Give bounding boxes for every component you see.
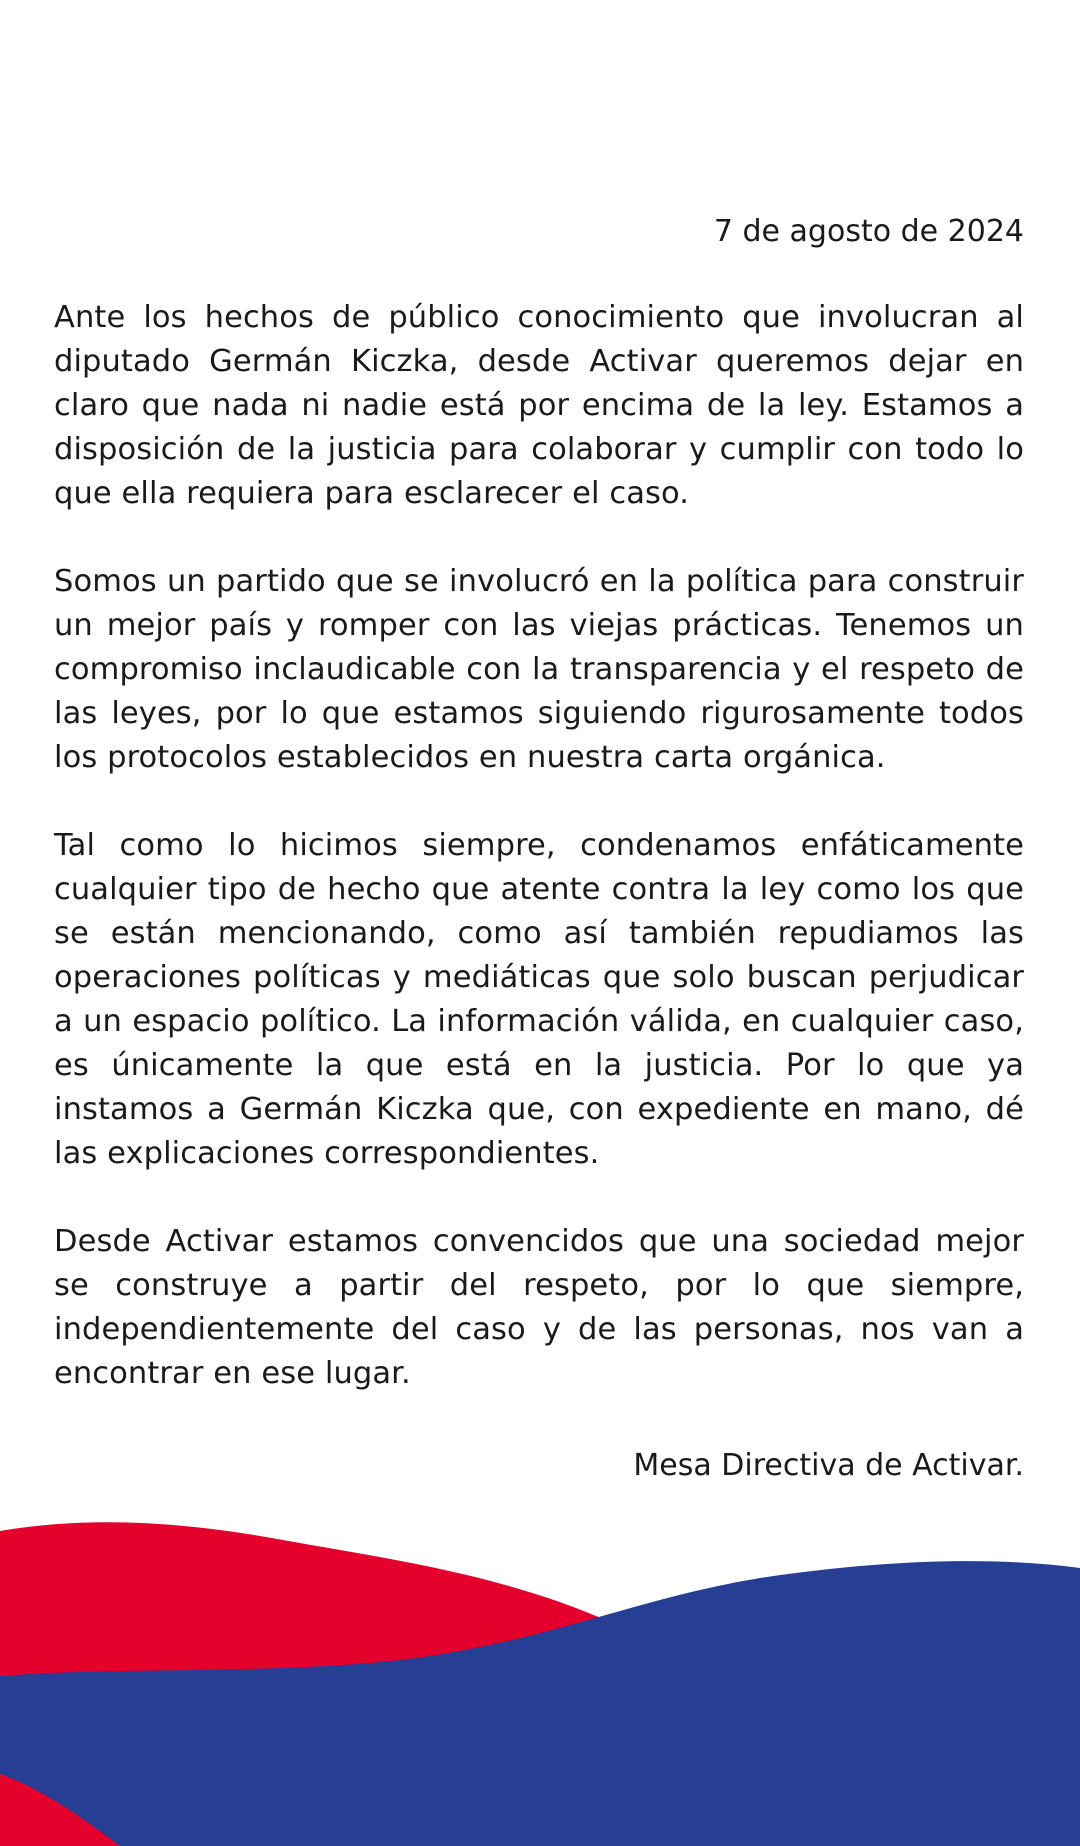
statement-paragraph-2: Somos un partido que se involucró en la política para construir un mejor país y romper con las viejas prácticas. Tenemos un compromiso inclaudicable con la transparencia y el respeto de las leyes, por lo que estamos siguiendo rigurosamente todos los protocolos establecidos en nuestra carta orgánica.	[54, 564, 1024, 775]
statement-date: 7 de agosto de 2024	[713, 214, 1024, 249]
statement-paragraph-3: Tal como lo hicimos siempre, condenamos enfáticamente cualquier tipo de hecho que atente contra la ley como los que se están mencionando, como así también repudiamos las operaciones políticas y mediáticas que solo buscan perjudicar a un espacio político. La información válida, en cualquier caso, es únicamente la que está en la justicia. Por lo que ya instamos a Germán Kiczka que, con expediente en mano, dé las explicaciones correspondientes.	[54, 828, 1024, 1171]
statement-signature: Mesa Directiva de Activar.	[633, 1448, 1024, 1483]
decorative-waves	[0, 1516, 1080, 1846]
statement-body	[54, 296, 1024, 1440]
statement-paragraph-1: Ante los hechos de público conocimiento que involucran al diputado Germán Kiczka, desde Activar queremos dejar en claro que nada ni nadie está por encima de la ley. Estamos a disposición de la justicia para colaborar y cumplir con todo lo que ella requiera para esclarecer el caso.	[54, 300, 1024, 511]
statement-paragraph-4: Desde Activar estamos convencidos que una sociedad mejor se construye a partir del respeto, por lo que siempre, independientemente del caso y de las personas, nos van a encontrar en ese lugar.	[54, 1224, 1024, 1391]
